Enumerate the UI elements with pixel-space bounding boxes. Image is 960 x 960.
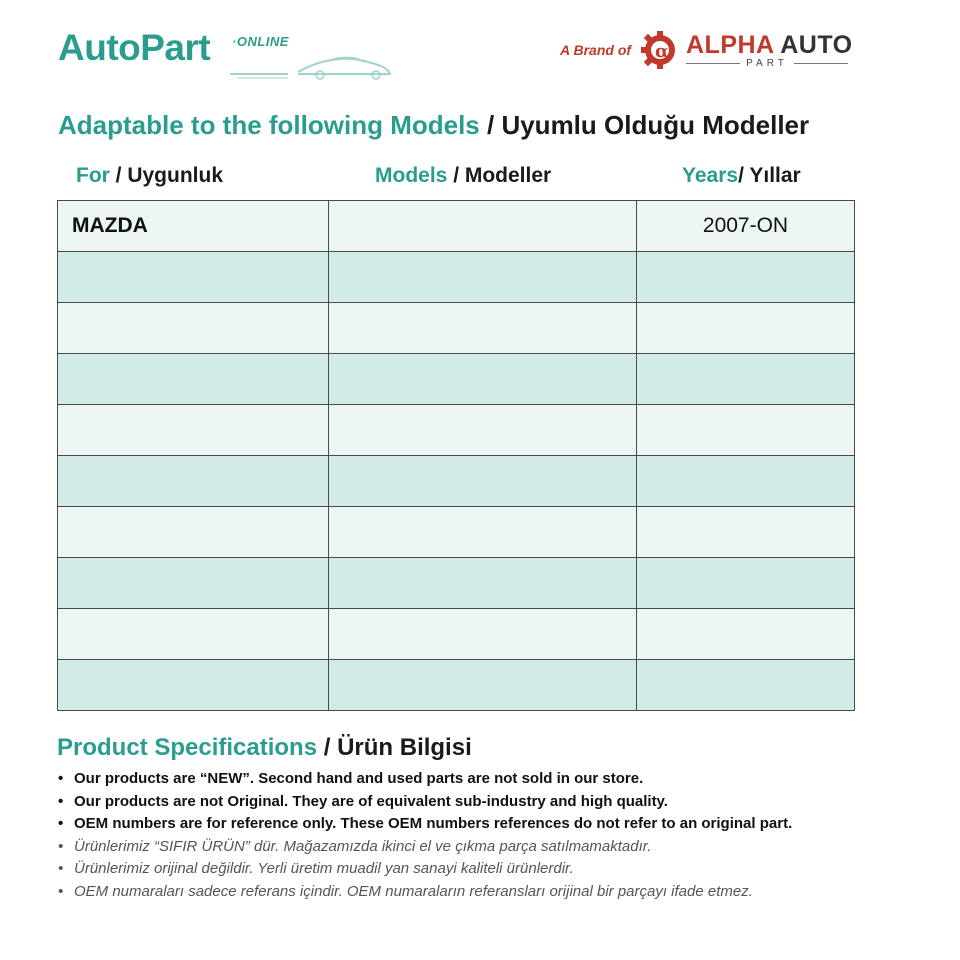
years-cell (637, 252, 855, 303)
list-item: • OEM numbers are for reference only. These OEM numbers references do not refer to an original part. (58, 813, 938, 836)
table-row (58, 660, 855, 711)
table-row (58, 405, 855, 456)
brand-prefix: A Brand of (560, 42, 632, 58)
years-cell (637, 405, 855, 456)
column-header-years: Years/ Yıllar (682, 164, 801, 187)
alpha-auto-brand (560, 26, 860, 76)
make-cell (58, 609, 329, 660)
list-item: • OEM numaraları sadece referans içindir. OEM numaraların referansları orijinal bir parçayı ifade etmez. (58, 881, 938, 904)
model-cell (329, 405, 637, 456)
table-row (58, 456, 855, 507)
table-row (58, 558, 855, 609)
list-item: • Our products are not Original. They are of equivalent sub-industry and high quality. (58, 791, 938, 814)
list-item: • Ürünlerimiz orijinal değildir. Yerli üretim muadil yan sanayi kaliteli ürünlerdir. (58, 858, 938, 881)
logo-sub-text: ·ONLINE (232, 34, 289, 49)
table-row (58, 252, 855, 303)
model-cell (329, 660, 637, 711)
years-cell (637, 609, 855, 660)
table-row (58, 609, 855, 660)
make-cell (58, 303, 329, 354)
model-cell (329, 354, 637, 405)
page-title: Adaptable to the following Models / Uyumlu Olduğu Modeller (58, 110, 810, 140)
compatibility-table (57, 200, 855, 711)
make-cell (58, 405, 329, 456)
list-item: • Ürünlerimiz “SIFIR ÜRÜN” dür. Mağazamızda ikinci el ve çıkma parça satılmamaktadır. (58, 836, 938, 859)
logo-main-text: AutoPart (58, 27, 211, 68)
make-cell: MAZDA (58, 201, 329, 252)
years-cell (637, 456, 855, 507)
years-cell (637, 354, 855, 405)
make-cell (58, 252, 329, 303)
car-icon (228, 52, 398, 80)
years-cell: 2007-ON (637, 201, 855, 252)
model-cell (329, 252, 637, 303)
brand-name: ALPHA AUTO (686, 31, 853, 59)
alpha-gear-icon (640, 28, 684, 72)
model-cell (329, 201, 637, 252)
autopart-online-logo (58, 26, 358, 86)
table-row (58, 303, 855, 354)
years-cell (637, 507, 855, 558)
column-header-models: Models / Modeller (375, 164, 552, 187)
column-header-for: For / Uygunluk (76, 164, 224, 187)
brand-subtitle: PART (686, 58, 848, 69)
years-cell (637, 660, 855, 711)
model-cell (329, 609, 637, 660)
table-row (58, 354, 855, 405)
years-cell (637, 558, 855, 609)
make-cell (58, 660, 329, 711)
model-cell (329, 303, 637, 354)
model-cell (329, 507, 637, 558)
table-row (58, 507, 855, 558)
make-cell (58, 558, 329, 609)
make-cell (58, 456, 329, 507)
make-cell (58, 507, 329, 558)
specifications-list (58, 768, 938, 903)
model-cell (329, 456, 637, 507)
list-item: • Our products are “NEW”. Second hand and used parts are not sold in our store. (58, 768, 938, 791)
model-cell (329, 558, 637, 609)
make-cell (58, 354, 329, 405)
specifications-title: Product Specifications / Ürün Bilgisi (57, 734, 472, 761)
years-cell (637, 303, 855, 354)
svg-text:α: α (655, 41, 669, 62)
table-row (58, 201, 855, 252)
